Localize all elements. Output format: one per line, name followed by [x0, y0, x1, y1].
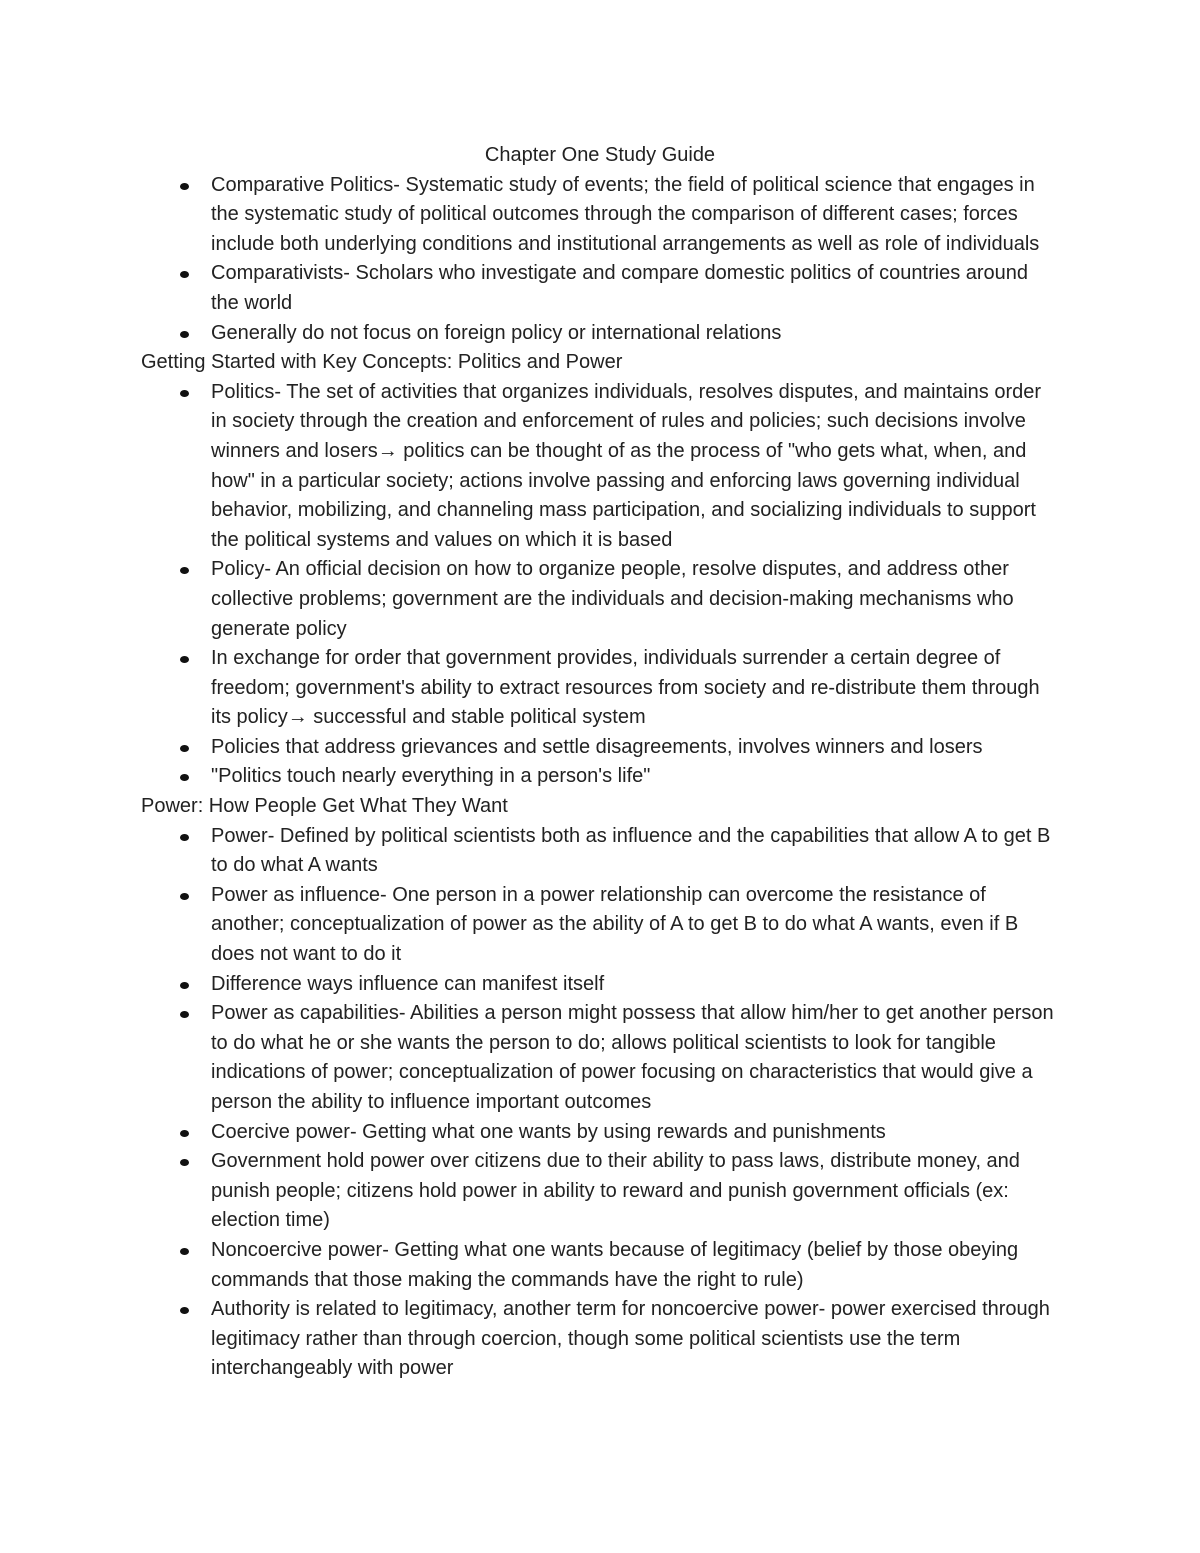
list-item-text: Power as influence- One person in a power relationship can overcome the resistance of another; conceptualization of power as the ability of A to get B to do what A wants, even if B does not want to do it: [211, 883, 1019, 966]
list-item-text: Power- Defined by political scientists both as influence and the capabilities that allow A to get B to do what A wants: [211, 824, 1051, 877]
list-item: [211, 762, 1061, 792]
list-item: [211, 1295, 1061, 1384]
list-item-text: Difference ways influence can manifest itself: [211, 972, 605, 995]
list-item-text: Policies that address grievances and settle disagreements, involves winners and losers: [211, 735, 983, 758]
section2-bullet-list: [0, 822, 1061, 1384]
list-item: [211, 1236, 1061, 1295]
document-page: [0, 141, 1200, 1384]
bullet-icon: [180, 834, 189, 841]
list-item: [211, 822, 1061, 881]
bullet-icon: [180, 1130, 189, 1137]
list-item-text: Power as capabilities- Abilities a person might possess that allow him/her to get another person to do what he or she wants the person to do; allows political scientists to look for tangible indications of power; conceptualization of power focusing on characteristics that would give a person the ability to influence important outcomes: [211, 1002, 1054, 1113]
list-item-text: Noncoercive power- Getting what one wants because of legitimacy (belief by those obeying commands that those making the commands have the right to rule): [211, 1238, 1019, 1291]
list-item: [211, 881, 1061, 970]
list-item-text: Government hold power over citizens due to their ability to pass laws, distribute money, and punish people; citizens hold power in ability to reward and punish government officials (ex: election time): [211, 1150, 1020, 1232]
section-heading-power: Power: How People Get What They Want: [141, 795, 508, 818]
list-item: [211, 555, 1061, 644]
list-item: [211, 1147, 1061, 1236]
list-item-text: Politics- The set of activities that organizes individuals, resolves disputes, and maintains order in society through the creation and enforcement of rules and policies; such decisions involve winners and losers→ politics can be thought of as the process of "who gets what, when, and how" in a particular society; actions involve passing and enforcing laws governing individual behavior, mobilizing, and channeling mass participation, and socializing individuals to support the political systems and values on which it is based: [211, 380, 1042, 551]
list-item-text: "Politics touch nearly everything in a person's life": [211, 765, 651, 788]
list-item: [211, 319, 1061, 349]
list-item-text: Policy- An official decision on how to organize people, resolve disputes, and address other collective problems; government are the individuals and decision-making mechanisms who generate policy: [211, 558, 1014, 640]
bullet-icon: [180, 893, 189, 900]
list-item: [211, 970, 1061, 1000]
bullet-icon: [180, 774, 189, 781]
list-item-text: Comparative Politics- Systematic study of events; the field of political science that engages in the systematic study of political outcomes through the comparison of different cases; forces include both underlying conditions and institutional arrangements as well as role of individuals: [211, 173, 1040, 255]
list-item: [211, 171, 1061, 260]
list-item-text: Coercive power- Getting what one wants by using rewards and punishments: [211, 1120, 886, 1143]
bullet-icon: [180, 1307, 189, 1314]
list-item: [211, 259, 1061, 318]
list-item: [211, 378, 1061, 556]
section-heading-politics-power: Getting Started with Key Concepts: Politics and Power: [141, 351, 623, 374]
bullet-icon: [180, 982, 189, 989]
bullet-icon: [180, 567, 189, 574]
bullet-icon: [180, 183, 189, 190]
list-item: [211, 1118, 1061, 1148]
section1-bullet-list: [0, 378, 1061, 792]
list-item: [211, 999, 1061, 1117]
list-item: [211, 644, 1061, 733]
list-item: [211, 733, 1061, 763]
document-title: Chapter One Study Guide: [484, 144, 716, 166]
list-item-text: In exchange for order that government provides, individuals surrender a certain degree of freedom; government's ability to extract resources from society and re-distribute them through its policy→ successful and stable political system: [211, 647, 1040, 729]
bullet-icon: [180, 1159, 189, 1166]
bullet-icon: [180, 331, 189, 338]
intro-bullet-list: [0, 171, 1061, 349]
bullet-icon: [180, 271, 189, 278]
bullet-icon: [180, 1248, 189, 1255]
bullet-icon: [180, 390, 189, 397]
bullet-icon: [180, 656, 189, 663]
list-item-text: Generally do not focus on foreign policy or international relations: [211, 321, 782, 344]
list-item-text: Comparativists- Scholars who investigate and compare domestic politics of countries around the world: [211, 262, 1029, 314]
bullet-icon: [180, 745, 189, 752]
bullet-icon: [180, 1011, 189, 1018]
list-item-text: Authority is related to legitimacy, another term for noncoercive power- power exercised through legitimacy rather than through coercion, though some political scientists use the term interchangeably with power: [211, 1298, 1050, 1380]
